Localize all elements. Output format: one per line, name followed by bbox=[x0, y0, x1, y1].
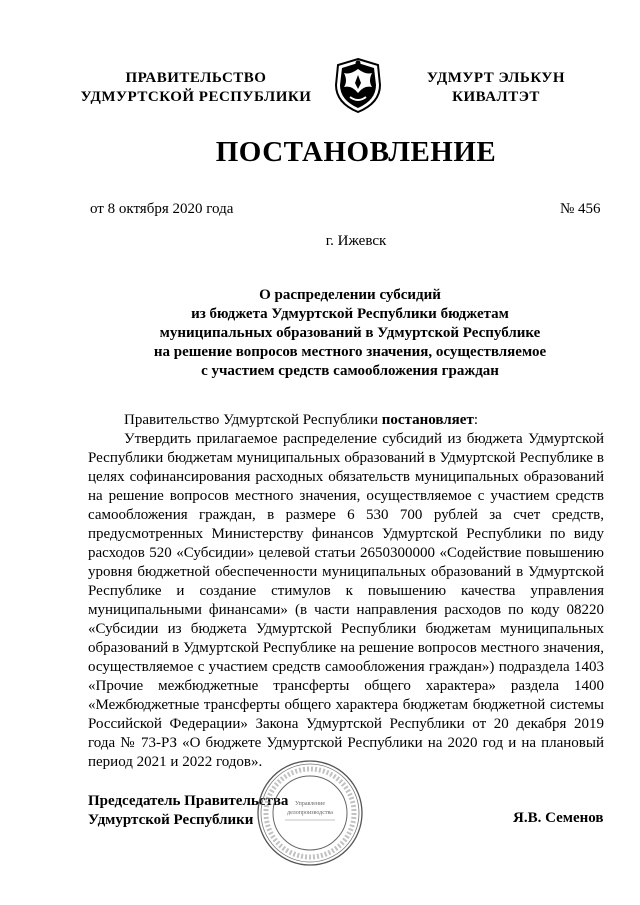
subject-line: из бюджета Удмуртской Республики бюджетам bbox=[191, 306, 509, 322]
document-title: ПОСТАНОВЛЕНИЕ bbox=[215, 136, 497, 168]
document-date: от 8 октября 2020 года bbox=[90, 201, 234, 217]
coat-of-arms-icon bbox=[328, 55, 388, 115]
intro-colon: : bbox=[473, 412, 478, 428]
stamp-text-1: Управление bbox=[294, 801, 326, 807]
document-body bbox=[88, 411, 604, 772]
government-name-line-2: УДМУРТСКОЙ РЕСПУБЛИКИ bbox=[80, 89, 312, 105]
document-subject bbox=[100, 286, 600, 381]
round-seal-icon bbox=[255, 758, 365, 868]
government-name-udmurt-line-2: КИВАЛТЭТ bbox=[452, 89, 540, 105]
intro-paragraph bbox=[88, 411, 604, 430]
subject-line: муниципальных образований в Удмуртской Республике bbox=[159, 325, 541, 341]
signatory-name: Я.В. Семенов bbox=[513, 810, 604, 826]
government-name-line-1: ПРАВИТЕЛЬСТВО bbox=[125, 70, 267, 86]
main-paragraph: Утвердить прилагаемое распределение субсидий из бюджета Удмуртской Республики бюджетам муниципальных образований в Удмуртской Республике в целях софинансирования расходных обязательств муниципальных образований на решение вопросов местного значения, осуществляемое с участием средств самообложения граждан, в размере 6 530 700 рублей за счет средств, предусмотренных Министерству финансов Удмуртской Республики по виду расходов 520 «Субсидии» целевой статьи 2650300000 «Содействие повышению уровня бюджетной обеспеченности муниципальных образований в Удмуртской Республике и создание стимулов к повышению качества управления муниципальными финансами» (в части направления расходов по коду 08220 «Субсидии из бюджета Удмуртской Республики бюджетам муниципальных образований в Удмуртской Республике на решение вопросов местного значения, осуществляемое с участием средств самообложения граждан») подраздела 1403 «Прочие межбюджетные трансферты общего характера» раздела 1400 «Межбюджетные трансферты общего характера бюджетам бюджетной системы Российской Федерации» Закона Удмуртской Республики от 20 декабря 2019 года № 73-РЗ «О бюджете Удмуртской Республики на 2020 год и на плановый период 2021 и 2022 годов». bbox=[88, 431, 604, 770]
subject-line: на решение вопросов местного значения, осуществляемое bbox=[153, 344, 547, 360]
government-name-udmurt bbox=[412, 69, 580, 107]
government-name-russian bbox=[80, 69, 312, 107]
stamp-text-2: делопроизводства bbox=[287, 810, 333, 816]
subject-line: О распределении субсидий bbox=[259, 287, 441, 303]
government-name-udmurt-line-1: УДМУРТ ЭЛЬКУН bbox=[426, 70, 566, 86]
intro-text: Правительство Удмуртской Республики bbox=[124, 412, 382, 428]
signatory-position-line-1: Председатель Правительства bbox=[88, 793, 289, 809]
document-number: № 456 bbox=[560, 201, 601, 217]
signatory-position-line-2: Удмуртской Республики bbox=[88, 812, 254, 828]
intro-bold-word: постановляет bbox=[381, 412, 474, 428]
subject-line: с участием средств самообложения граждан bbox=[201, 363, 499, 379]
document-city: г. Ижевск bbox=[325, 233, 387, 249]
